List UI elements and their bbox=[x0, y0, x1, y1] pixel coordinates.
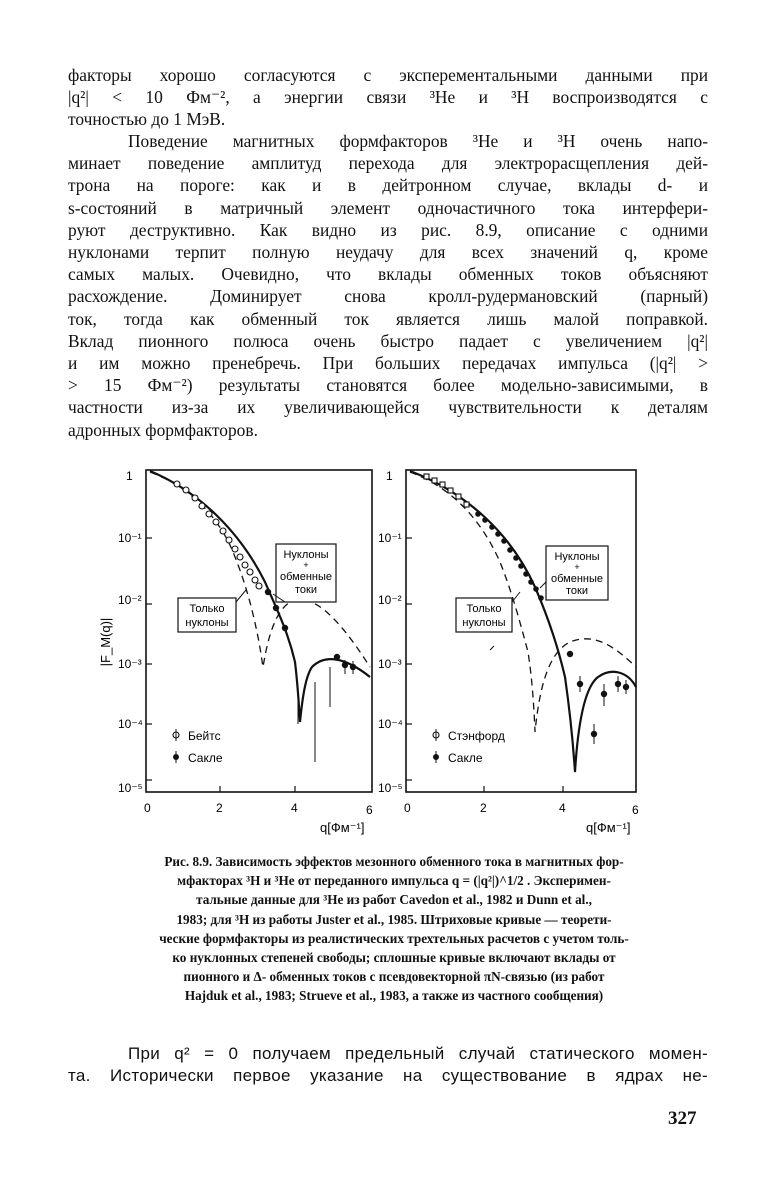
y-axis-label: |F_M(q)| bbox=[98, 617, 113, 667]
paragraph-2 bbox=[68, 130, 708, 441]
callout-text: нуклоны bbox=[185, 617, 229, 629]
page-number: 327 bbox=[668, 1108, 697, 1129]
text-line: и им можно пренебречь. При больших передачах импульса (|q²| > bbox=[68, 353, 708, 374]
x-axis-label: q[Фм⁻¹] bbox=[586, 820, 631, 835]
caption-line: тальные данные для ³He из работ Cavedon et al., 1982 и Dunn et al., bbox=[196, 892, 592, 908]
error-bars bbox=[298, 660, 353, 762]
x-tick-label: 0 bbox=[404, 801, 411, 815]
data-bates bbox=[174, 481, 262, 589]
text-line: самых малых. Очевидно, что вклады обменных токов объясняют bbox=[68, 264, 708, 285]
text-line: ток, тогда как обменный ток является лишь малой поправкой. bbox=[68, 308, 708, 329]
text-line: |q²| < 10 Фм⁻², а энергии связи ³He и ³H воспроизводятся с bbox=[68, 87, 708, 108]
caption-line: ко нуклонных степеней свободы; сплошные кривые включают вклады от bbox=[172, 950, 616, 966]
curve-with-exchange bbox=[410, 471, 636, 772]
right-panel bbox=[378, 469, 639, 835]
text-line: s-состояний в матричный элемент одночастичного тока интерфери- bbox=[68, 197, 708, 218]
text-line: Вклад пионного полюса очень быстро падает с увеличением |q²| bbox=[68, 330, 708, 351]
legend-label: Сакле bbox=[448, 751, 483, 765]
x-tick-label: 2 bbox=[480, 801, 487, 815]
text-line: расхождение. Доминирует снова кролл-рудермановский (парный) bbox=[68, 286, 708, 307]
caption-line: Hajduk et al., 1983; Strueve et al., 1983, а также из частного сообщения) bbox=[184, 988, 604, 1004]
callout-text: токи bbox=[295, 584, 317, 596]
caption-line: Рис. 8.9. Зависимость эффектов мезонного обменного тока в магнитных фор- bbox=[164, 854, 624, 869]
legend-label: Бейтс bbox=[188, 729, 221, 743]
legend-label: Стэнфорд bbox=[448, 729, 505, 743]
text-line: трона на пороге: как и в дейтронном случае, вклады d- и bbox=[68, 175, 708, 196]
callout-text: + bbox=[574, 562, 580, 572]
y-tick-label: 10⁻⁵ bbox=[378, 781, 403, 795]
callout-text: нуклоны bbox=[462, 617, 506, 629]
callout-text: обменные bbox=[279, 571, 333, 583]
figure-svg bbox=[80, 462, 710, 847]
paragraph-1 bbox=[68, 64, 708, 131]
right-frame bbox=[406, 470, 636, 792]
y-tick-label: 10⁻¹ bbox=[118, 531, 142, 545]
x-tick-label: 4 bbox=[291, 801, 298, 815]
text-line: При q² = 0 получаем предельный случай статического момен- bbox=[128, 1044, 708, 1063]
x-tick-label: 6 bbox=[632, 803, 639, 817]
x-tick-label: 6 bbox=[366, 803, 373, 817]
left-panel bbox=[118, 469, 373, 835]
curve-nucleons-only bbox=[150, 472, 370, 667]
callout-text: Только bbox=[189, 603, 225, 615]
x-tick-label: 2 bbox=[216, 801, 223, 815]
figure-8-9 bbox=[80, 462, 710, 847]
curve-with-exchange bbox=[150, 471, 370, 722]
callout-text: Нуклоны bbox=[554, 551, 600, 563]
y-tick-label: 10⁻⁴ bbox=[118, 717, 143, 731]
y-tick-label: 10⁻¹ bbox=[378, 531, 402, 545]
y-tick-label: 10⁻² bbox=[378, 593, 402, 607]
text-line: минает поведение амплитуд перехода для электрорасщепления дей- bbox=[68, 153, 708, 174]
x-axis-label: q[Фм⁻¹] bbox=[320, 820, 365, 835]
paragraph-3 bbox=[68, 1043, 708, 1087]
caption-line: 1983; для ³H из работы Juster et al., 1985. Штриховые кривые — теорети- bbox=[176, 911, 612, 927]
caption-line: пионного и Δ- обменных токов с псевдовекторной πN-связью (из работ bbox=[183, 969, 605, 985]
text-line: частности из-за их увеличивающейся чувствительности к деталям bbox=[68, 397, 708, 418]
x-tick-label: 4 bbox=[559, 801, 566, 815]
text-line: та. Исторически первое указание на существование в ядрах не- bbox=[68, 1066, 708, 1086]
text-line: факторы хорошо согласуются с эксперементальными данными при bbox=[68, 65, 708, 85]
callout-text: обменные bbox=[550, 573, 604, 585]
callout-text: Нуклоны bbox=[283, 549, 329, 561]
y-tick-label: 10⁻⁴ bbox=[378, 717, 403, 731]
y-tick-label: 10⁻³ bbox=[378, 657, 402, 671]
text-line: > 15 Фм⁻²) результаты становятся более модельно-зависимыми, в bbox=[68, 375, 708, 396]
y-tick-label: 1 bbox=[386, 469, 393, 483]
legend-label: Сакле bbox=[188, 751, 223, 765]
text-line: нуклонами терпит полную неудачу для всех значений q, кроме bbox=[68, 242, 708, 263]
y-tick-label: 10⁻³ bbox=[118, 657, 142, 671]
text-line: руют деструктивно. Как видно из рис. 8.9, описание с одними bbox=[68, 219, 708, 240]
text-line: Поведение магнитных формфакторов ³He и ³H очень напо- bbox=[128, 131, 708, 151]
text-line: адронных формфакторов. bbox=[68, 419, 258, 440]
callout-text: + bbox=[303, 560, 309, 570]
y-tick-label: 10⁻² bbox=[118, 593, 142, 607]
figure-caption bbox=[74, 852, 714, 1006]
text-line: точностью до 1 МэВ. bbox=[68, 109, 226, 130]
callout-text: токи bbox=[566, 585, 588, 597]
callout-text: Только bbox=[466, 603, 502, 615]
caption-line: мфакторах ³H и ³He от переданного импульса q = (|q²|)^1/2 . Эксперимен- bbox=[177, 873, 611, 889]
caption-line: ческие формфакторы из реалистических трехтельных расчетов с учетом толь- bbox=[159, 930, 629, 946]
x-tick-label: 0 bbox=[144, 801, 151, 815]
y-tick-label: 10⁻⁵ bbox=[118, 781, 143, 795]
y-tick-label: 1 bbox=[126, 469, 133, 483]
